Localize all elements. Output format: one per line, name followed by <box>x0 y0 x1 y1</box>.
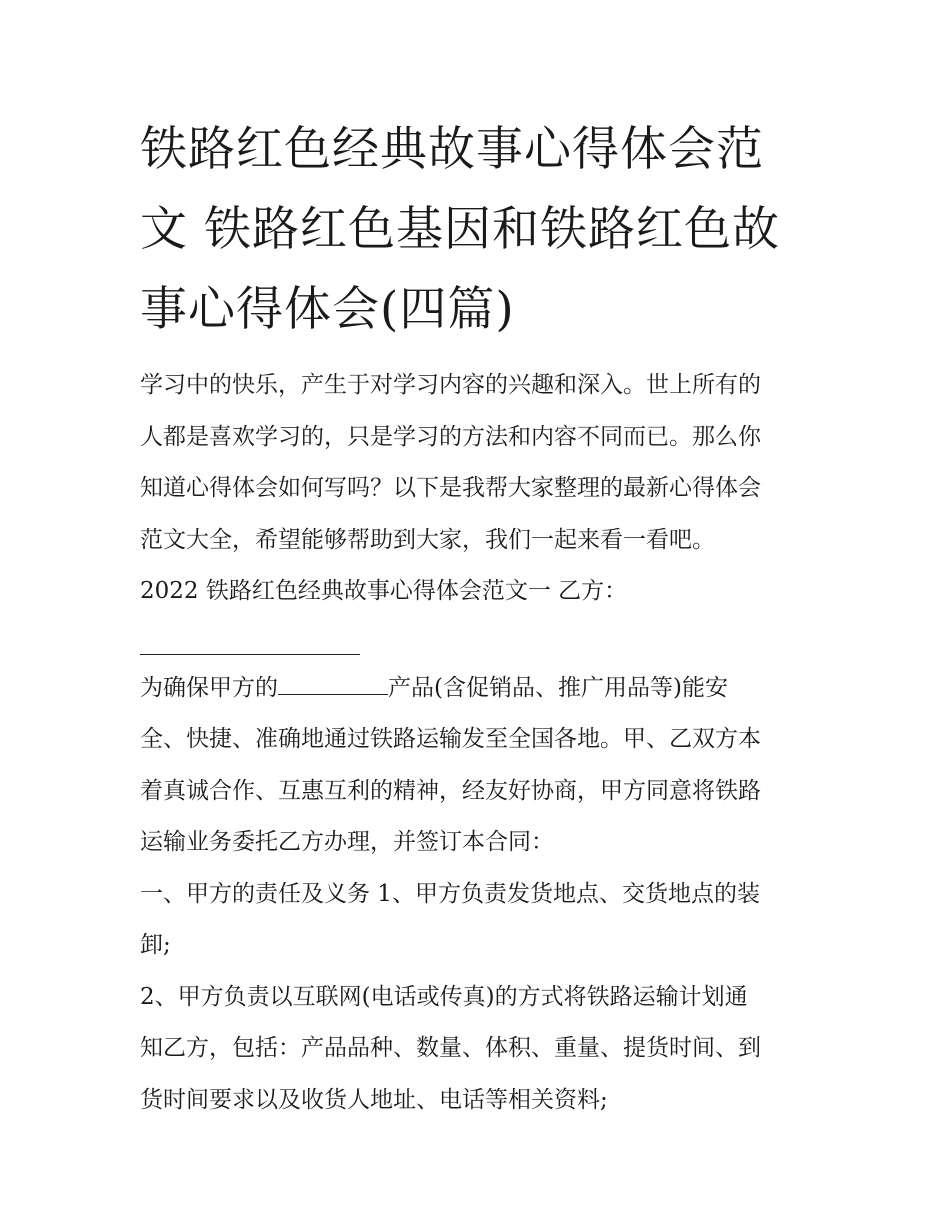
document-page <box>140 110 820 1126</box>
duty-line: 卸; <box>140 932 171 958</box>
clause-line: 运输业务委托乙方办理，并签订本合同： <box>140 829 554 855</box>
item2-line: 2、甲方负责以互联网(电话或传真)的方式将铁路运输计划通 <box>140 983 748 1010</box>
intro-line: 知道心得体会如何写吗？以下是我帮大家整理的最新心得体会 <box>140 475 761 501</box>
item2-paragraph <box>140 972 820 1127</box>
clause-line: 着真诚合作、互惠互利的精神，经友好协商，甲方同意将铁路 <box>140 777 761 804</box>
clause-text: 为确保甲方的 <box>140 674 278 701</box>
fill-in-blank <box>140 618 360 655</box>
duty-line: 一、甲方的责任及义务 1、甲方负责发货地点、交货地点的装 <box>140 880 760 907</box>
intro-paragraph <box>140 360 820 566</box>
intro-line: 人都是喜欢学习的，只是学习的方法和内容不同而已。那么你 <box>140 423 761 450</box>
section-heading-paragraph <box>140 566 820 618</box>
title-line: 铁路红色经典故事心得体会范 <box>140 122 764 177</box>
clause-line: 全、快捷、准确地通过铁路运输发至全国各地。甲、乙双方本 <box>140 726 761 752</box>
intro-line: 学习中的快乐，产生于对学习内容的兴趣和深入。世上所有的 <box>140 372 761 398</box>
document-title <box>140 110 820 350</box>
item2-line: 知乙方，包括：产品品种、数量、体积、重量、提货时间、到 <box>140 1035 761 1061</box>
clause-first-line <box>140 663 820 715</box>
inline-fill-in-blank <box>278 674 388 695</box>
clause-paragraph <box>140 663 820 869</box>
title-line: 事心得体会(四篇) <box>140 282 515 337</box>
title-line: 文 铁路红色基因和铁路红色故 <box>140 202 780 257</box>
item2-line: 货时间要求以及收货人地址、电话等相关资料; <box>140 1086 608 1113</box>
section-heading: 2022 铁路红色经典故事心得体会范文一 乙方： <box>140 578 628 604</box>
clause-text: 产品(含促销品、推广用品等)能安 <box>388 674 728 701</box>
intro-line: 范文大全，希望能够帮助到大家，我们一起来看一看吧。 <box>140 526 715 553</box>
duty-paragraph <box>140 869 820 972</box>
